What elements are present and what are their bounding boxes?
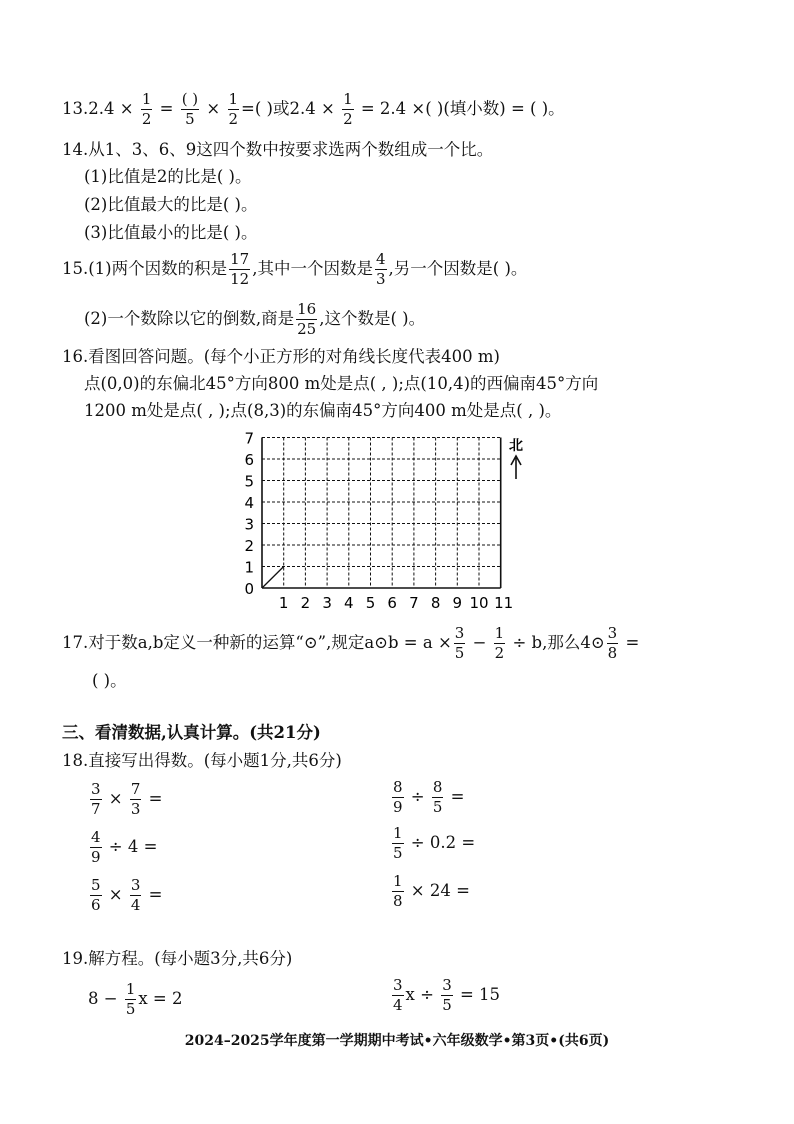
x-tick-label: 8 [430,594,441,612]
question-16-line-2: 点(0,0)的东偏北45°方向800 m处是点( , );点(10,4)的西偏南45°方向 [84,374,599,393]
fraction: $\frac{1}{2}$ [141,90,152,128]
x-tick-label: 3 [322,594,332,612]
q13-text: = 2.4 ×( )(填小数) = ( )。 [360,99,565,118]
y-tick-label: 0 [244,580,254,598]
fraction: $\frac{4}{3}$ [375,250,386,288]
diagonal-sample-line [262,567,284,589]
fraction: $\frac{1}{2}$ [228,90,239,128]
fraction: $\frac{3}{8}$ [607,624,618,662]
fraction: $\frac{1}{2}$ [343,90,353,128]
x-tick-label: 9 [452,594,463,612]
equation-1: 8 − $\frac{1}{5}$ x = 2 [88,980,183,1018]
question-16-line-3: 1200 m处是点( , );点(8,3)的东偏南45°方向400 m处是点( , )。 [84,401,562,420]
question-17 [62,626,639,661]
q15-text: (2)一个数除以它的倒数,商是 [84,309,295,328]
question-17-answer-blank: ( )。 [92,671,127,690]
grid-lines [262,438,501,589]
calc-item: $\frac{3}{7}$ × $\frac{7}{3}$ = [91,780,163,818]
calc-item: $\frac{4}{9}$ ÷ 4 = [91,828,158,866]
question-13 [62,92,565,127]
y-tick-label: 5 [244,472,254,491]
equation-2: $\frac{3}{4}$ x ÷ $\frac{3}{5}$ = 15 [393,976,501,1014]
question-15-part-2 [84,302,425,337]
section-3-heading: 三、看清数据,认真计算。(共21分) [62,723,321,742]
q17-text: ÷ b,那么4⊙ [512,633,605,652]
question-14-part-2: (2)比值最大的比是( )。 [84,195,258,214]
q17-text: 17.对于数a,b定义一种新的运算“⊙”,规定a⊙b = a × [62,633,452,652]
times-sign: × [206,99,221,118]
fraction-blank: $\frac{( )}{5}$ [181,90,199,128]
q15-text: ,另一个因数是( )。 [388,259,528,278]
question-14-part-3: (3)比值最小的比是( )。 [84,223,258,242]
fraction: $\frac{16}{25}$ [297,300,317,338]
question-16-stem: 16.看图回答问题。(每个小正方形的对角线长度代表400 m) [62,347,500,366]
minus-sign: − [472,633,487,652]
x-tick-label: 5 [365,594,376,612]
y-tick-label: 6 [244,451,254,469]
x-tick-label: 7 [409,594,419,612]
x-tick-label: 10 [469,594,489,612]
fraction: $\frac{3}{5}$ [454,624,465,662]
q15-text: 15.(1)两个因数的积是 [62,259,228,278]
x-tick-label: 4 [344,594,354,612]
q13-text: 2.4 × [88,99,134,118]
question-14-stem: 14.从1、3、6、9这四个数中按要求选两个数组成一个比。 [62,140,494,159]
fraction: $\frac{1}{2}$ [494,624,505,662]
north-label: 北 [509,438,523,454]
calc-item: $\frac{5}{6}$ × $\frac{3}{4}$ = [91,876,163,914]
q13-number: 13. [62,99,89,118]
page-footer: 2024–2025学年度第一学期期中考试•六年级数学•第3页•(共6页) [184,1033,610,1049]
x-tick-label: 11 [494,594,514,612]
question-19-stem: 19.解方程。(每小题3分,共6分) [62,949,293,968]
calc-item: $\frac{1}{8}$ × 24 = [393,872,470,910]
x-tick-label: 2 [300,594,311,612]
y-tick-label: 3 [244,515,254,534]
equals-sign: = [159,99,174,118]
north-arrow-icon [511,456,521,479]
y-tick-label: 4 [244,494,254,512]
x-axis-labels [279,594,513,612]
question-18-stem: 18.直接写出得数。(每小题1分,共6分) [62,751,342,770]
x-tick-label: 1 [278,594,289,612]
x-tick-label: 6 [387,594,397,612]
calc-item: $\frac{8}{9}$ ÷ $\frac{8}{5}$ = [393,778,465,816]
y-tick-label: 1 [244,558,254,577]
question-15-part-1 [62,252,527,287]
y-axis-labels [244,430,254,599]
calc-item: $\frac{1}{5}$ ÷ 0.2 = [393,824,476,862]
y-tick-label: 2 [244,537,254,555]
q15-text: ,这个数是( )。 [319,309,426,328]
equals-sign: = [625,633,640,652]
y-tick-label: 7 [244,429,254,448]
question-14-part-1: (1)比值是2的比是( )。 [84,167,252,186]
q13-text: =( )或2.4 × [241,99,335,118]
q15-text: ,其中一个因数是 [252,259,373,278]
fraction: $\frac{17}{12}$ [230,250,250,288]
